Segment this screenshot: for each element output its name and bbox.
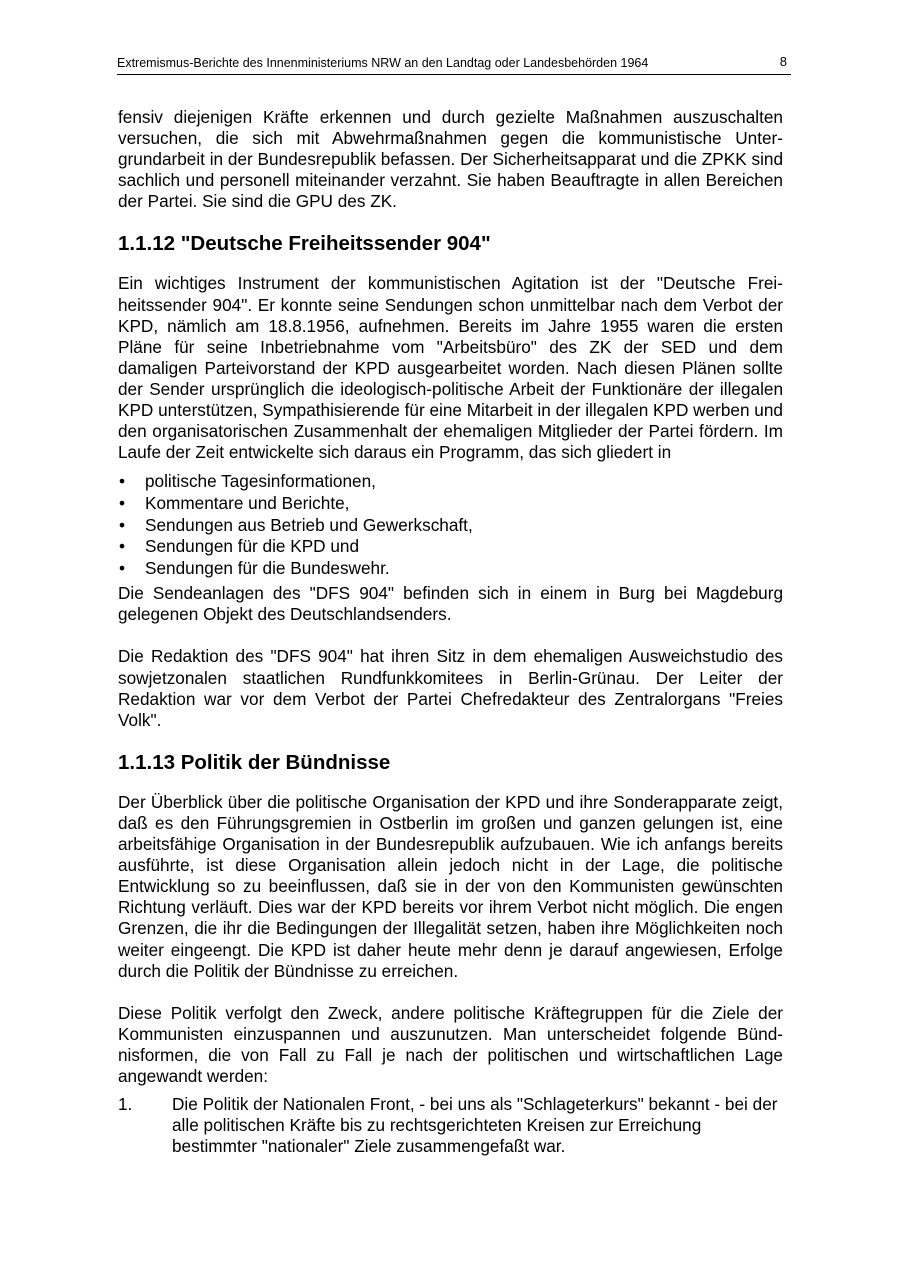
section-1112-paragraph-1: Ein wichtiges Instrument der kommunistischen Agitation ist der "Deutsche Freiheitssender 904". Er konnte seine Sendungen schon unmittelbar nach dem Verbot der KPD, nämlich am 18.8.1956, aufnehmen. Bereits im Jahre 1955 waren die ersten Pläne für seine Inbetriebnahme vom "Arbeitsbüro" des ZK der SED und dem damaligen Parteivorstand der KPD ausgearbeitet worden. Nach diesen Plänen sollte der Sender ursprünglich die ideologisch-politische Arbeit der Funktionäre der illegalen KPD unterstützen, Sympathisierende für eine Mitarbeit in der illegalen KPD werben und den organisatorischen Zusammenhalt der ehemaligen Mitglieder der Partei fördern. Im Laufe der Zeit entwickelte sich daraus ein Programm, das sich gliedert in xyxy=(118,273,783,463)
list-item-text: Sendungen für die Bundeswehr. xyxy=(145,557,390,578)
bullet-icon: • xyxy=(119,557,126,578)
section-1113-paragraph-1: Der Überblick über die politische Organisation der KPD und ihre Sonderapparate zeigt, daß es den Führungsgremien in Ostberlin im großen und ganzen gelungen ist, eine arbeitsfähige Organisation in der Bundesrepublik aufzubauen. Wie ich anfangs bereits ausführte, ist diese Organisation allein jedoch nicht in der Lage, die politische Entwicklung so zu beeinflussen, daß sie in der von den Kommunisten gewünschten Richtung verläuft. Dies war der KPD bereits vor ihrem Verbot nicht möglich. Die engen Grenzen, die ihr die Bedingungen der Illegalität setzen, haben ihre Möglichkeiten noch weiter eingeengt. Die KPD ist daher heute mehr denn je darauf angewiesen, Erfolge durch die Politik der Bündnisse zu erreichen. xyxy=(118,791,783,981)
intro-paragraph: fensiv diejenigen Kräfte erkennen und durch gezielte Maßnahmen auszuschalten versuchen, die sich mit Abwehrmaßnahmen gegen die kommunistische Untergrundarbeit in der Bundesrepublik befassen. Der Sicherheitsapparat und die ZPKK sind sachlich und personell miteinander verzahnt. Sie haben Beauftragte in allen Bereichen der Partei. Sie sind die GPU des ZK. xyxy=(118,107,783,212)
list-item-text: Sendungen aus Betrieb und Gewerkschaft, xyxy=(145,514,473,535)
header-title: Extremismus-Berichte des Innenministeriums NRW an den Landtag oder Landesbehörden 1964 xyxy=(117,56,649,70)
bullet-icon: • xyxy=(119,471,126,492)
numbered-item-text: Die Politik der Nationalen Front, - bei uns als "Schlageterkurs" bekannt - bei der alle politischen Kräfte bis zu rechtsgerichteten Kreisen zur Erreichung bestimmter "nationaler" Ziele zusammengefaßt war. xyxy=(172,1094,778,1157)
section-1112-paragraph-3: Die Redaktion des "DFS 904" hat ihren Sitz in dem ehemaligen Ausweichstudio des sowjetzonalen staatlichen Rundfunkkomitees in Berlin-Grünau. Der Leiter der Redaktion war vor dem Verbot der Partei Chefredakteur des Zentralorgans "Freies Volk". xyxy=(118,646,783,730)
list-item xyxy=(118,493,783,515)
bullet-icon: • xyxy=(119,536,126,557)
list-number: 1. xyxy=(118,1094,133,1115)
list-item xyxy=(118,471,783,493)
list-item-text: Sendungen für die KPD und xyxy=(145,536,360,557)
page-header xyxy=(117,54,791,75)
list-item-text: Kommentare und Berichte, xyxy=(145,492,350,513)
section-1112-paragraph-2: Die Sendeanlagen des "DFS 904" befinden sich in einem in Burg bei Magdeburg gelegenen Objekt des Deutschlandsenders. xyxy=(118,583,783,625)
bullet-list xyxy=(118,471,783,579)
numbered-list-item xyxy=(118,1094,783,1157)
section-1113-paragraph-2: Diese Politik verfolgt den Zweck, andere politische Kräftegruppen für die Ziele der Kommunisten einzuspannen und auszunutzen. Man unterscheidet folgende Bündnisformen, die von Fall zu Fall je nach der politischen und wirtschaftlichen Lage angewandt werden: xyxy=(118,1002,783,1086)
list-item xyxy=(118,558,783,580)
section-heading-1113: 1.1.13 Politik der Bündnisse xyxy=(118,750,391,774)
list-item xyxy=(118,536,783,558)
page-number: 8 xyxy=(779,54,787,69)
page-body xyxy=(118,107,783,1157)
list-item-text: politische Tagesinformationen, xyxy=(145,471,376,492)
bullet-icon: • xyxy=(119,492,126,513)
section-heading-1112: 1.1.12 "Deutsche Freiheitssender 904" xyxy=(118,232,491,256)
list-item xyxy=(118,515,783,537)
bullet-icon: • xyxy=(119,514,126,535)
